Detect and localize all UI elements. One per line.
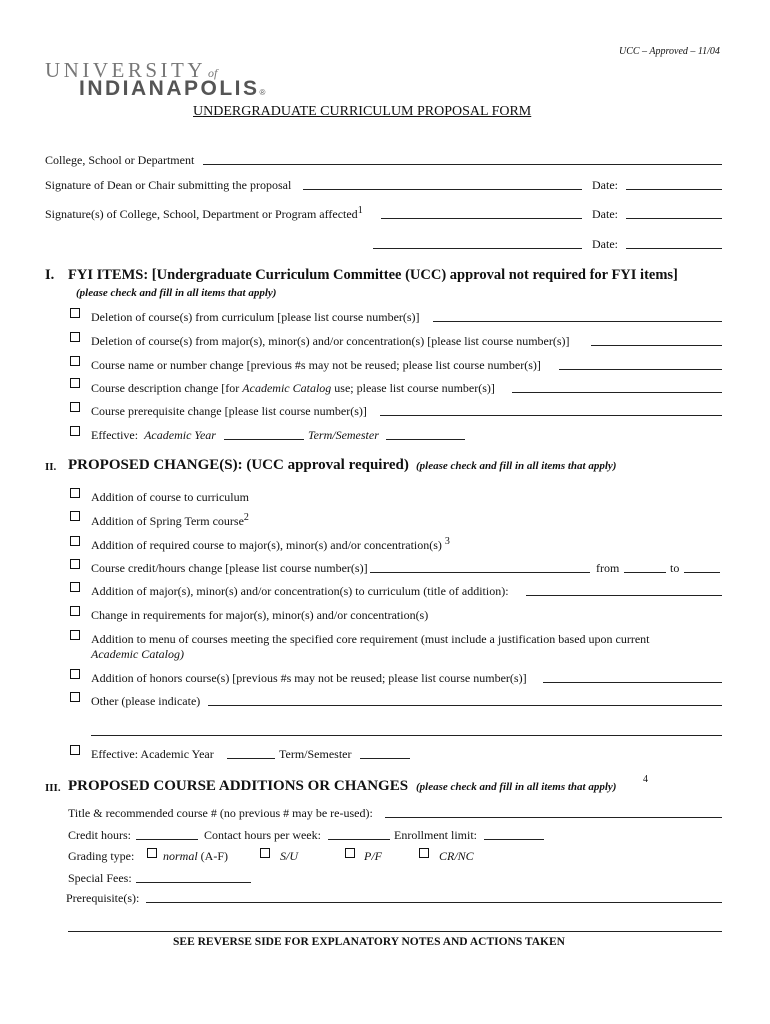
enrollment-limit-field[interactable] <box>484 827 544 840</box>
logo-city-text: INDIANAPOLIS <box>79 77 260 100</box>
proposed-credit-change-checkbox[interactable] <box>70 559 80 569</box>
logo-university-text: UNIVERSITY <box>45 58 206 82</box>
credit-hours-label: Credit hours: <box>68 828 131 842</box>
proposed-add-major-checkbox[interactable] <box>70 582 80 592</box>
credit-from-label: from <box>596 561 620 575</box>
grading-su-label: S/U <box>280 849 298 863</box>
fyi-item-4-rest: use; please list course number(s)] <box>334 381 495 395</box>
fyi-description-change-checkbox[interactable] <box>70 378 80 388</box>
section3-subtitle: (please check and fill in all items that apply) <box>416 781 617 793</box>
section2-subtitle: (please check and fill in all items that apply) <box>416 460 617 472</box>
fyi-item-1: Deletion of course(s) from curriculum [please list course number(s)] <box>91 310 420 324</box>
date3-field[interactable] <box>626 236 722 249</box>
footnote-4: 4 <box>643 774 648 785</box>
proposed-item-7: Addition to menu of courses meeting the specified core requirement (must include a justification based upon current <box>91 632 650 646</box>
grading-normal-label <box>163 849 228 864</box>
grading-normal-range: (A-F) <box>197 849 228 863</box>
date2-field[interactable] <box>626 206 722 219</box>
logo-registered-mark: ® <box>259 88 266 97</box>
fyi-item-3: Course name or number change [previous #s may not be reused; please list course number(s)] <box>91 358 541 372</box>
fyi-effective-text: Effective: <box>91 428 139 442</box>
footnote-2: 2 <box>243 512 249 523</box>
dean-signature-label: Signature of Dean or Chair submitting the proposal <box>45 178 292 192</box>
fyi-effective-term-field[interactable] <box>386 427 465 440</box>
fyi-name-change-checkbox[interactable] <box>70 356 80 366</box>
affected-signature-field-2[interactable] <box>373 236 582 249</box>
prerequisites-field[interactable] <box>146 890 722 903</box>
section3-title: PROPOSED COURSE ADDITIONS OR CHANGES <box>68 778 409 794</box>
fyi-item-4-text: Course description change [for <box>91 381 240 395</box>
college-field[interactable] <box>203 152 722 165</box>
fyi-deletion-major-checkbox[interactable] <box>70 332 80 342</box>
proposed-effective-term-field[interactable] <box>360 746 410 759</box>
form-title-text: UNDERGRADUATE CURRICULUM PROPOSAL FORM <box>193 104 532 119</box>
fyi-item-4-field[interactable] <box>512 380 722 393</box>
proposed-item-2 <box>91 514 249 529</box>
university-logo-city <box>79 77 265 101</box>
proposed-add-course-checkbox[interactable] <box>70 488 80 498</box>
footnote-3: 3 <box>444 536 450 547</box>
approval-note: UCC – Approved – 11/04 <box>619 46 720 57</box>
credit-from-field[interactable] <box>624 560 666 573</box>
grading-crnc-label: CR/NC <box>439 849 474 863</box>
fyi-item-3-field[interactable] <box>559 357 722 370</box>
grading-type-label: Grading type: <box>68 849 135 863</box>
proposed-effective-year-label: Effective: Academic Year <box>91 747 214 761</box>
grading-normal-checkbox[interactable] <box>147 848 157 858</box>
grading-pf-checkbox[interactable] <box>345 848 355 858</box>
fyi-effective-term-label: Term/Semester <box>308 428 379 442</box>
proposed-item-4: Course credit/hours change [please list course number(s)] <box>91 561 368 575</box>
footer-note: SEE REVERSE SIDE FOR EXPLANATORY NOTES AND ACTIONS TAKEN <box>173 936 565 948</box>
proposed-requirements-change-checkbox[interactable] <box>70 606 80 616</box>
proposed-item-8: Addition of honors course(s) [previous #s may not be reused; please list course number(s)] <box>91 671 527 685</box>
grading-su-checkbox[interactable] <box>260 848 270 858</box>
footnote-1: 1 <box>357 205 363 216</box>
proposed-effective-checkbox[interactable] <box>70 745 80 755</box>
date2-label: Date: <box>592 207 618 221</box>
proposed-required-course-checkbox[interactable] <box>70 536 80 546</box>
fyi-item-1-field[interactable] <box>433 309 722 322</box>
course-title-field[interactable] <box>385 805 722 818</box>
proposed-credit-course-field[interactable] <box>370 560 590 573</box>
proposed-item-9: Other (please indicate) <box>91 694 201 708</box>
form-title <box>193 104 531 120</box>
fyi-effective-year-label: Academic Year <box>144 428 216 442</box>
proposed-add-major-field[interactable] <box>526 583 722 596</box>
proposed-other-field-2[interactable] <box>91 723 722 736</box>
section2-number: II. <box>45 461 57 473</box>
grading-normal-text: normal <box>163 849 198 863</box>
enrollment-limit-label: Enrollment limit: <box>394 828 477 842</box>
proposed-item-3 <box>91 538 450 553</box>
section1-subtitle: (please check and fill in all items that apply) <box>76 287 277 299</box>
section2-title: PROPOSED CHANGE(S): (UCC approval required) <box>68 457 409 473</box>
fyi-effective-label <box>91 428 216 443</box>
special-fees-label: Special Fees: <box>68 871 132 885</box>
fyi-item-4-catalog: Academic Catalog <box>242 381 332 395</box>
proposed-item-7-catalog: Academic Catalog) <box>91 647 184 661</box>
grading-crnc-checkbox[interactable] <box>419 848 429 858</box>
date1-field[interactable] <box>626 177 722 190</box>
special-fees-field[interactable] <box>136 870 251 883</box>
grading-pf-label: P/F <box>364 849 382 863</box>
section3-number: III. <box>45 782 61 794</box>
proposed-other-checkbox[interactable] <box>70 692 80 702</box>
proposed-core-menu-checkbox[interactable] <box>70 630 80 640</box>
contact-hours-label: Contact hours per week: <box>204 828 321 842</box>
fyi-effective-year-field[interactable] <box>224 427 304 440</box>
fyi-item-2-field[interactable] <box>591 333 722 346</box>
contact-hours-field[interactable] <box>328 827 390 840</box>
college-field-label: College, School or Department <box>45 153 195 167</box>
fyi-effective-checkbox[interactable] <box>70 426 80 436</box>
proposed-item-1: Addition of course to curriculum <box>91 490 249 504</box>
affected-signature-label <box>45 207 363 222</box>
course-title-label: Title & recommended course # (no previous # may be re-used): <box>68 806 373 820</box>
fyi-item-5: Course prerequisite change [please list course number(s)] <box>91 404 367 418</box>
footer-divider <box>68 931 722 932</box>
proposed-item-3-text: Addition of required course to major(s), minor(s) and/or concentration(s) <box>91 538 442 552</box>
fyi-deletion-curriculum-checkbox[interactable] <box>70 308 80 318</box>
proposed-honors-field[interactable] <box>543 670 722 683</box>
affected-signature-field[interactable] <box>381 206 582 219</box>
proposed-honors-checkbox[interactable] <box>70 669 80 679</box>
proposed-item-5: Addition of major(s), minor(s) and/or concentration(s) to curriculum (title of addition): <box>91 584 509 598</box>
proposed-other-field[interactable] <box>208 693 722 706</box>
proposed-item-2-text: Addition of Spring Term course <box>91 514 244 528</box>
proposed-effective-year-field[interactable] <box>227 746 275 759</box>
fyi-item-5-field[interactable] <box>380 403 722 416</box>
section1-title: FYI ITEMS: [Undergraduate Curriculum Committee (UCC) approval not required for FYI items] <box>68 267 678 283</box>
affected-signature-text: Signature(s) of College, School, Department or Program affected <box>45 207 358 221</box>
proposed-spring-term-checkbox[interactable] <box>70 511 80 521</box>
fyi-item-2: Deletion of course(s) from major(s), minor(s) and/or concentration(s) [please list course number(s)] <box>91 334 570 348</box>
proposed-effective-term-label: Term/Semester <box>279 747 352 761</box>
credit-to-field[interactable] <box>684 560 720 573</box>
logo-of-text: of <box>208 66 218 80</box>
date1-label: Date: <box>592 178 618 192</box>
section1-number: I. <box>45 267 55 283</box>
prerequisites-label: Prerequisite(s): <box>66 891 140 905</box>
date3-label: Date: <box>592 237 618 251</box>
fyi-prerequisite-change-checkbox[interactable] <box>70 402 80 412</box>
proposed-item-6: Change in requirements for major(s), minor(s) and/or concentration(s) <box>91 608 429 622</box>
dean-signature-field[interactable] <box>303 177 582 190</box>
credit-to-label: to <box>670 561 680 575</box>
credit-hours-field[interactable] <box>136 827 198 840</box>
fyi-item-4 <box>91 381 495 396</box>
